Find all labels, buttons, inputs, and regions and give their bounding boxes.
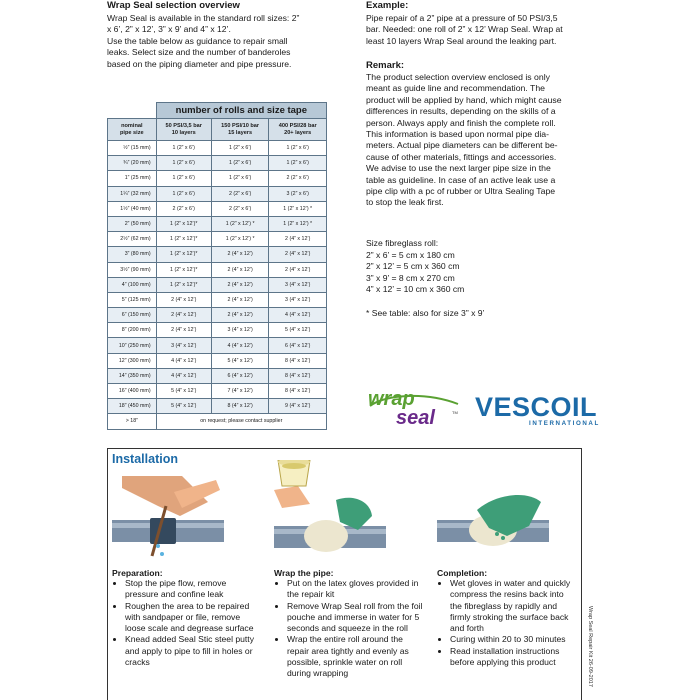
- rolls-cell: 5 (4” x 12’): [156, 399, 211, 414]
- size-item: 2” x 6’ = 5 cm x 180 cm: [366, 250, 455, 260]
- column-header-line: 20+ layers: [284, 129, 312, 136]
- remark-line: This information is based upon normal pipe dia-: [366, 129, 550, 140]
- list-item: • Knead added Seal Stic steel putty and apply to pipe to fill in holes or cracks: [125, 634, 262, 668]
- wrapseal-logo: [366, 384, 464, 430]
- step-heading: Preparation:: [112, 568, 163, 578]
- rolls-cell: 4 (4” x 12’): [211, 338, 269, 353]
- column-header-line: pipe size: [119, 129, 144, 136]
- table-row: [108, 171, 327, 186]
- rolls-cell: 8 (4” x 12’): [269, 353, 327, 368]
- example-heading: Example:: [366, 0, 409, 11]
- column-header-line: 50 PSI/3,5 bar: [165, 122, 202, 129]
- step-heading: Completion:: [437, 568, 488, 578]
- rolls-cell: 1 (2” x 12’)*: [156, 247, 211, 262]
- table-row: [108, 186, 327, 201]
- remark-line: to stop the leak first.: [366, 197, 444, 208]
- rolls-cell: 1 (2” x 6’): [211, 156, 269, 171]
- column-header-line: 15 layers: [228, 129, 253, 136]
- pipe-size-cell: 1” (25 mm): [108, 171, 157, 186]
- table-title: number of rolls and size tape: [156, 103, 326, 119]
- table-row: [108, 277, 327, 292]
- example-line: Pipe repair of a 2” pipe at a pressure of 50 PSI/3,5: [366, 13, 558, 23]
- pipe-size-cell: 2” (50 mm): [108, 216, 157, 231]
- pipe-size-cell: 16” (400 mm): [108, 384, 157, 399]
- example-line: bar. Needed: one roll of 2” x 12’ Wrap Seal. Wrap at: [366, 24, 563, 35]
- rolls-cell: 4 (4” x 12’): [156, 353, 211, 368]
- intro-line: Wrap Seal is available in the standard roll sizes: 2”: [107, 13, 300, 23]
- table-row: [108, 414, 327, 429]
- pipe-size-cell: 4” (100 mm): [108, 277, 157, 292]
- wrap-illustration: [274, 460, 386, 569]
- preparation-illustration: [112, 476, 224, 569]
- vescoil-word: VESCOIL: [475, 392, 598, 422]
- rolls-cell: 2 (2” x 6’): [269, 171, 327, 186]
- pipe-size-cell: 8” (200 mm): [108, 323, 157, 338]
- rolls-cell: 2 (4” x 12’): [156, 323, 211, 338]
- wrapseal-swoosh-icon: [366, 384, 464, 430]
- rolls-cell: 1 (2” x 6’): [269, 156, 327, 171]
- rolls-cell: 1 (2” x 12’)*: [156, 277, 211, 292]
- rolls-cell: 1 (2” x 12’) *: [269, 216, 327, 231]
- step-heading: Wrap the pipe:: [274, 568, 334, 578]
- selection-intro: [107, 13, 342, 70]
- rolls-cell: 1 (2” x 12’)*: [156, 232, 211, 247]
- selection-heading: Wrap Seal selection overview: [107, 0, 240, 11]
- footnote: * See table: also for size 3” x 9’: [366, 308, 485, 318]
- rolls-cell: 5 (4” x 12’): [156, 384, 211, 399]
- intro-line: x 6’, 2” x 12’, 3” x 9’ and 4” x 12’.: [107, 24, 231, 35]
- column-header-line: 400 PSI/28 bar: [278, 122, 317, 129]
- intro-line: leaks. Select size and the number of banderoles: [107, 47, 291, 58]
- table-row: [108, 141, 327, 156]
- step-wrap: [274, 568, 424, 680]
- rolls-cell: 3 (4” x 12’): [269, 277, 327, 292]
- remark-line: We advise to use the next larger pipe size in the: [366, 163, 551, 174]
- rolls-cell: 2 (4” x 12’): [211, 262, 269, 277]
- rolls-cell: 2 (4” x 12’): [211, 308, 269, 323]
- table-row: [108, 384, 327, 399]
- column-header: [156, 119, 211, 141]
- pipe-size-cell: 1½” (40 mm): [108, 201, 157, 216]
- remark-line: table as guideline. In case of an active leak use a: [366, 174, 556, 185]
- table-row: [108, 353, 327, 368]
- pipe-size-cell: 12” (300 mm): [108, 353, 157, 368]
- pipe-size-cell: 10” (250 mm): [108, 338, 157, 353]
- intro-line: based on the piping diameter and pipe pressure.: [107, 58, 292, 69]
- example-text: [366, 13, 616, 47]
- list-item: • Read installation instructions before applying this product: [450, 646, 577, 669]
- side-text: Wrap Seal Repair Kit 26-09-2017: [587, 606, 593, 687]
- rolls-cell: 2 (2” x 6’): [211, 201, 269, 216]
- pipe-size-cell: 6” (150 mm): [108, 308, 157, 323]
- step-completion: [437, 568, 577, 668]
- column-header: [108, 119, 157, 141]
- list-item: • Roughen the area to be repaired with sandpaper or file, remove loose scale and degrease surface: [125, 601, 262, 635]
- remark-text: [366, 72, 584, 209]
- example-line: least 10 layers Wrap Seal around the leaking part.: [366, 35, 557, 46]
- column-header-line: nominal: [121, 122, 143, 129]
- rolls-cell: 1 (2” x 12’) *: [269, 201, 327, 216]
- rolls-cell: 8 (4” x 12’): [211, 399, 269, 414]
- remark-heading: Remark:: [366, 60, 405, 71]
- rolls-cell: 2 (4” x 12’): [211, 292, 269, 307]
- rolls-cell: 8 (4” x 12’): [269, 384, 327, 399]
- rolls-cell: 2 (4” x 12’): [269, 247, 327, 262]
- size-item: 3” x 9’ = 8 cm x 270 cm: [366, 272, 455, 283]
- rolls-cell: 2 (2” x 6’): [156, 201, 211, 216]
- table-row: [108, 308, 327, 323]
- table-row: [108, 368, 327, 383]
- list-item: • Curing within 20 to 30 minutes: [450, 634, 577, 645]
- list-item: • Wet gloves in water and quickly compress the resins back into the fibreglass by rapidly and firmly stroking the surface back and forth: [450, 578, 577, 634]
- pipe-size-cell: 18” (450 mm): [108, 399, 157, 414]
- rolls-cell: 1 (2” x 6’): [211, 171, 269, 186]
- rolls-cell: 3 (4” x 12’): [269, 292, 327, 307]
- rolls-cell: 4 (4” x 12’): [269, 308, 327, 323]
- sanding-pipe-icon: [112, 476, 224, 564]
- rolls-cell: 6 (4” x 12’): [269, 338, 327, 353]
- completion-illustration: [437, 476, 549, 569]
- list-item: • Wrap the entire roll around the repair area tightly and evenly as possible, sprinkle water on roll during wrapping: [287, 634, 424, 679]
- rolls-cell: 3 (2” x 6’): [269, 186, 327, 201]
- rolls-cell: 3 (4” x 12’): [211, 323, 269, 338]
- remark-line: product will be applied by hand, which might cause: [366, 94, 562, 105]
- intro-line: Use the table below as guidance to repair small: [107, 35, 288, 46]
- list-item: • Stop the pipe flow, remove pressure and confine leak: [125, 578, 262, 601]
- remark-line: cause of other materials, fittings and accessories.: [366, 151, 557, 162]
- wrapseal-top-text: wrap: [368, 388, 415, 410]
- vescoil-sub: INTERNATIONAL: [529, 420, 600, 427]
- column-header-line: 150 PSI/10 bar: [221, 122, 260, 129]
- rolls-cell: 1 (2” x 12’)*: [156, 216, 211, 231]
- rolls-cell: 6 (4” x 12’): [211, 368, 269, 383]
- table-row: [108, 216, 327, 231]
- rolls-cell: 2 (4” x 12’): [269, 232, 327, 247]
- rolls-cell: 2 (4” x 12’): [156, 308, 211, 323]
- rolls-cell: 2 (4” x 12’): [269, 262, 327, 277]
- rolls-cell: 1 (2” x 6’): [269, 141, 327, 156]
- table-row: [108, 262, 327, 277]
- table-row: [108, 156, 327, 171]
- selection-table: [107, 102, 327, 430]
- completion-pipe-icon: [437, 476, 549, 564]
- rolls-cell: 5 (4” x 12’): [269, 323, 327, 338]
- table-row: [108, 399, 327, 414]
- rolls-cell: 9 (4” x 12’): [269, 399, 327, 414]
- pipe-size-cell: 2½” (62 mm): [108, 232, 157, 247]
- list-item: • Put on the latex gloves provided in the repair kit: [287, 578, 424, 601]
- rolls-cell: 1 (2” x 6’): [156, 186, 211, 201]
- wrapseal-bottom-text: seal: [396, 407, 435, 429]
- rolls-cell: 1 (2” x 12’)*: [156, 262, 211, 277]
- table-corner: [108, 103, 157, 119]
- table-row: [108, 232, 327, 247]
- column-header: [269, 119, 327, 141]
- rolls-cell: 8 (4” x 12’): [269, 368, 327, 383]
- column-header-line: 10 layers: [171, 129, 196, 136]
- list-item: • Remove Wrap Seal roll from the foil pouche and immerse in water for 5 seconds and squeeze in the roll: [287, 601, 424, 635]
- pipe-size-cell: > 18”: [108, 414, 157, 429]
- rolls-cell: 2 (4” x 12’): [156, 292, 211, 307]
- remark-line: The product selection overview enclosed is only: [366, 72, 550, 82]
- size-item: 4” x 12’ = 10 cm x 360 cm: [366, 284, 465, 295]
- rolls-table: [107, 102, 327, 430]
- rolls-cell: 1 (2” x 12’) *: [211, 216, 269, 231]
- rolls-cell: 2 (4” x 12’): [211, 247, 269, 262]
- rolls-cell: 2 (4” x 12’): [211, 277, 269, 292]
- sizes-heading: Size fibreglass roll:: [366, 238, 439, 248]
- table-row: [108, 247, 327, 262]
- vescoil-logo: [475, 392, 600, 427]
- table-row: [108, 338, 327, 353]
- rolls-cell: 4 (4” x 12’): [156, 368, 211, 383]
- contact-note-cell: on request; please contact supplier: [156, 414, 326, 429]
- wrapseal-tm-text: TM: [452, 410, 458, 415]
- pipe-size-cell: ½” (15 mm): [108, 141, 157, 156]
- remark-line: differences in results, depending on the skills of a: [366, 106, 556, 117]
- rolls-cell: 1 (2” x 6’): [211, 141, 269, 156]
- remark-line: meant as guide line and recommendation. The: [366, 83, 546, 94]
- remark-line: pipe clip with a pc of rubber or Ultra Sealing Tape: [366, 186, 556, 197]
- sizes-list: [366, 250, 464, 296]
- pipe-size-cell: 1¼” (32 mm): [108, 186, 157, 201]
- rolls-cell: 1 (2” x 6’): [156, 171, 211, 186]
- rolls-cell: 5 (4” x 12’): [211, 353, 269, 368]
- rolls-cell: 3 (4” x 12’): [156, 338, 211, 353]
- pipe-size-cell: 5” (125 mm): [108, 292, 157, 307]
- table-row: [108, 292, 327, 307]
- pipe-size-cell: 3½” (90 mm): [108, 262, 157, 277]
- table-row: [108, 201, 327, 216]
- table-row: [108, 323, 327, 338]
- remark-line: meters. Actual pipe diameters can be different be-: [366, 140, 558, 151]
- column-header: [211, 119, 269, 141]
- remark-line: person. Always apply and finish the complete roll.: [366, 117, 556, 128]
- rolls-cell: 7 (4” x 12’): [211, 384, 269, 399]
- step-preparation: [112, 568, 262, 668]
- installation-title: Installation: [112, 452, 178, 466]
- rolls-cell: 1 (2” x 6’): [156, 141, 211, 156]
- pipe-size-cell: ¾” (20 mm): [108, 156, 157, 171]
- rolls-cell: 1 (2” x 6’): [156, 156, 211, 171]
- wrapping-pipe-icon: [274, 460, 386, 564]
- rolls-cell: 2 (2” x 6’): [211, 186, 269, 201]
- pipe-size-cell: 14” (350 mm): [108, 368, 157, 383]
- pipe-size-cell: 3” (80 mm): [108, 247, 157, 262]
- size-item: 2” x 12’ = 5 cm x 360 cm: [366, 261, 460, 272]
- rolls-cell: 1 (2” x 12’) *: [211, 232, 269, 247]
